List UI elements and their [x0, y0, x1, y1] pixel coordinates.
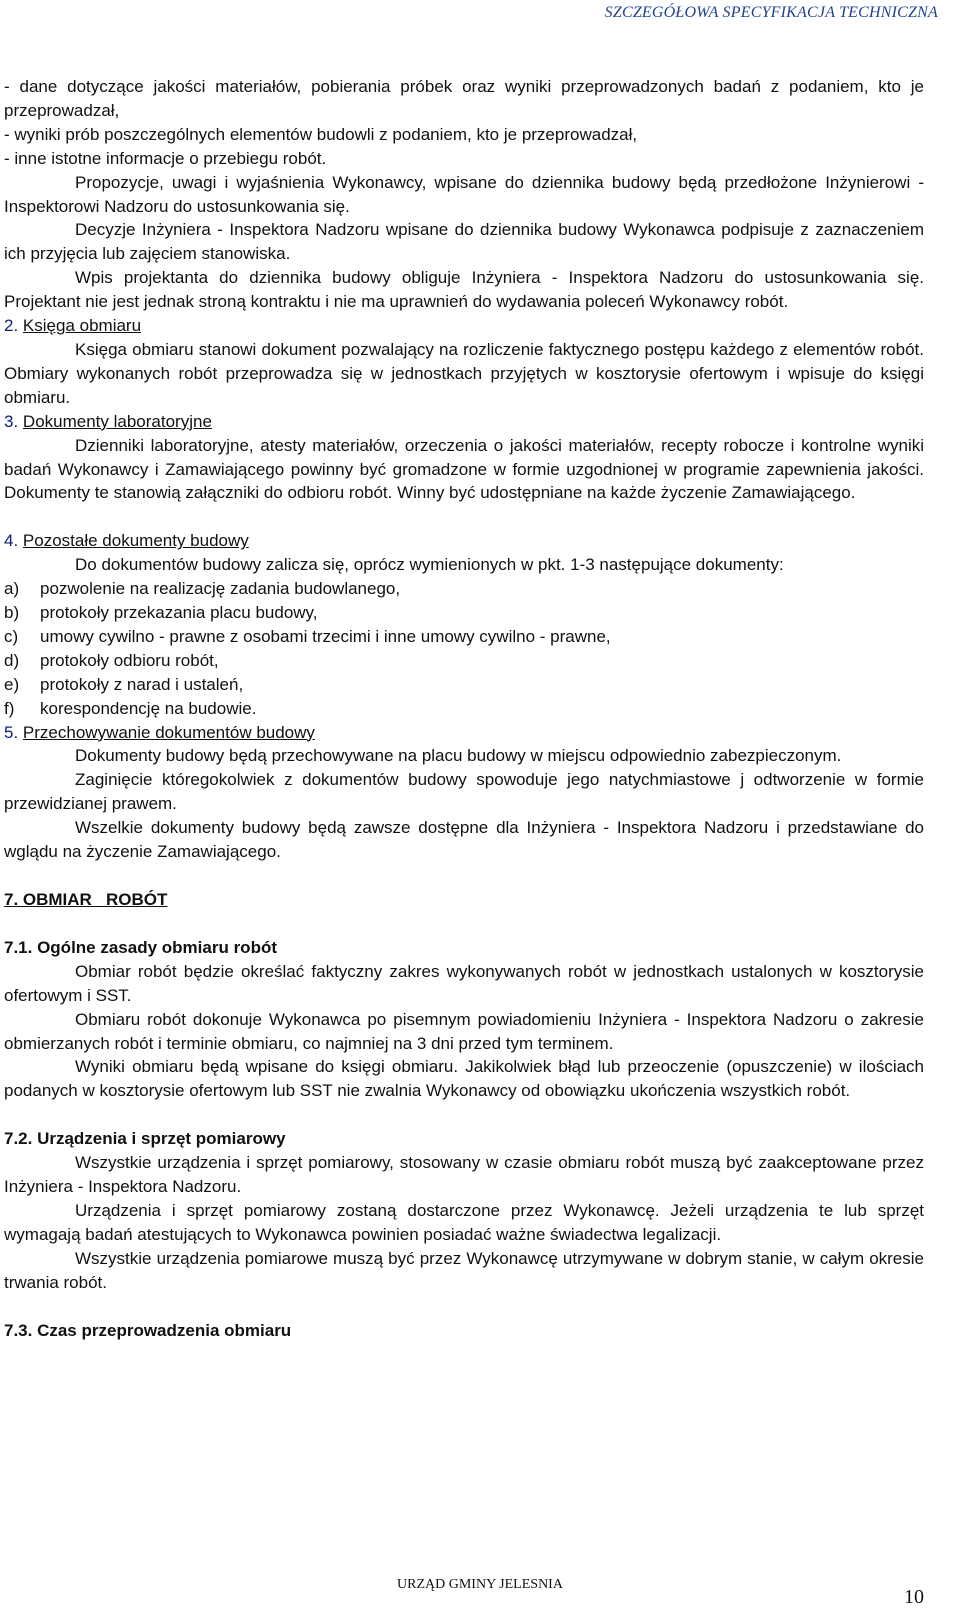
list-text: protokoły z narad i ustaleń, [40, 674, 244, 694]
intro-line: - dane dotyczące jakości materiałów, pobierania próbek oraz wyniki przeprowadzonych badań z podaniem, kto je przeprowadzał, [4, 77, 924, 120]
section-title: Księga obmiaru [22, 316, 142, 336]
paragraph: Decyzje Inżyniera - Inspektora Nadzoru wpisane do dziennika budowy Wykonawca podpisuje z zaznaczeniem ich przyjęcia lub zajęciem stanowiska. [4, 220, 924, 264]
section-number: 2. [4, 316, 19, 336]
running-header: SZCZEGÓŁOWA SPECYFIKACJA TECHNICZNA [604, 4, 938, 21]
paragraph: Wszystkie urządzenia pomiarowe muszą być przez Wykonawcę utrzymywane w dobrym stanie, w całym okresie trwania robót. [4, 1248, 924, 1292]
paragraph: Księga obmiaru stanowi dokument pozwalający na rozliczenie faktycznego postępu każdego z elementów robót. Obmiary wykonanych robót przeprowadza się w jednostkach przyjętych w kosztorysie ofertowym i wpisuje do księgi obmiaru. [4, 339, 924, 407]
page-footer: URZĄD GMINY JELESNIA [397, 1577, 563, 1592]
list-label: e) [4, 674, 20, 694]
paragraph: Obmiaru robót dokonuje Wykonawca po pisemnym powiadomieniu Inżyniera - Inspektora Nadzoru o zakresie obmierzanych robót i terminie obmiaru, co najmniej na 3 dni przed tym terminem. [4, 1009, 924, 1053]
intro-line: - wyniki prób poszczególnych elementów budowli z podaniem, kto je przeprowadzał, [4, 124, 638, 144]
list-label: f) [4, 698, 15, 718]
list-text: korespondencję na budowie. [40, 698, 257, 718]
list-text: protokoły przekazania placu budowy, [40, 603, 318, 623]
subsection-heading: 7.3. Czas przeprowadzenia obmiaru [4, 1320, 292, 1340]
section-title: Dokumenty laboratoryjne [22, 411, 212, 431]
section-heading [4, 410, 924, 434]
paragraph: Wyniki obmiaru będą wpisane do księgi obmiaru. Jakikolwiek błąd lub przeoczenie (opuszczenie) w ilościach podanych w kosztorysie ofertowym lub SST nie zwalnia Wykonawcy od obowiązku ukończenia wszystkich robót. [4, 1057, 924, 1101]
list-item [4, 625, 924, 649]
paragraph: Obmiar robót będzie określać faktyczny zakres wykonywanych robót w jednostkach ustalonych w kosztorysie ofertowym i SST. [4, 961, 924, 1005]
paragraph: Propozycje, uwagi i wyjaśnienia Wykonawcy, wpisane do dziennika budowy będą przedłożone Inżynierowi - Inspektorowi Nadzoru do ustosunkowania się. [4, 172, 924, 216]
intro-line: - inne istotne informacje o przebiegu robót. [4, 148, 327, 168]
spacer [4, 912, 924, 936]
paragraph: Wpis projektanta do dziennika budowy obliguje Inżyniera - Inspektora Nadzoru do ustosunkowania się. Projektant nie jest jednak stroną kontraktu i nie ma uprawnień do wydawania poleceń Wykonawcy robót. [4, 268, 924, 312]
page-content [4, 75, 924, 1343]
subsection-heading: 7.2. Urządzenia i sprzęt pomiarowy [4, 1129, 286, 1149]
section-number: 5. [4, 722, 19, 742]
section-title: Przechowywanie dokumentów budowy [22, 722, 315, 742]
section-heading [4, 529, 924, 553]
page-number: 10 [904, 1586, 924, 1608]
list-item [4, 601, 924, 625]
list-label: c) [4, 626, 19, 646]
list-label: a) [4, 579, 20, 599]
list-item [4, 673, 924, 697]
spacer [4, 505, 924, 529]
paragraph: Zaginięcie któregokolwiek z dokumentów budowy spowoduje jego natychmiastowe j odtworzenie w formie przewidzianej prawem. [4, 770, 924, 814]
paragraph: Dzienniki laboratoryjne, atesty materiałów, orzeczenia o jakości materiałów, recepty robocze i kontrolne wyniki badań Wykonawcy i Zamawiającego powinny być gromadzone w formie uzgodnionej w programie zapewnienia jakości. Dokumenty te stanowią załączniki do odbioru robót. Winny być udostępniane na każde życzenie Zamawiającego. [4, 435, 924, 503]
list-text: umowy cywilno - prawne z osobami trzecimi i inne umowy cywilno - prawne, [40, 626, 611, 646]
paragraph: Dokumenty budowy będą przechowywane na placu budowy w miejscu odpowiednio zabezpieczonym. [75, 746, 842, 766]
list-label: d) [4, 650, 20, 670]
section-number: 3. [4, 411, 19, 431]
list-label: b) [4, 603, 20, 623]
list-item [4, 697, 924, 721]
section-heading [4, 314, 924, 338]
paragraph: Do dokumentów budowy zalicza się, oprócz wymienionych w pkt. 1-3 następujące dokumenty: [75, 555, 784, 575]
spacer [4, 1103, 924, 1127]
chapter-heading: 7. OBMIAR ROBÓT [4, 890, 168, 909]
paragraph: Wszystkie urządzenia i sprzęt pomiarowy, stosowany w czasie obmiaru robót muszą być zaakceptowane przez Inżyniera - Inspektora Nadzoru. [4, 1153, 924, 1197]
list-item [4, 577, 924, 601]
subsection-heading: 7.1. Ogólne zasady obmiaru robót [4, 937, 277, 957]
list-text: protokoły odbioru robót, [40, 650, 219, 670]
paragraph: Urządzenia i sprzęt pomiarowy zostaną dostarczone przez Wykonawcę. Jeżeli urządzenia te lub sprzęt wymagają badań atestujących to Wykonawca powinien posiadać ważne świadectwa legalizacji. [4, 1200, 924, 1244]
section-title: Pozostałe dokumenty budowy [22, 531, 249, 551]
list-item [4, 649, 924, 673]
list-text: pozwolenie na realizację zadania budowlanego, [40, 579, 401, 599]
paragraph: Wszelkie dokumenty budowy będą zawsze dostępne dla Inżyniera - Inspektora Nadzoru i przedstawiane do wglądu na życzenie Zamawiającego. [4, 818, 924, 862]
spacer [4, 1295, 924, 1319]
spacer [4, 864, 924, 888]
section-number: 4. [4, 531, 19, 551]
section-heading [4, 721, 924, 745]
